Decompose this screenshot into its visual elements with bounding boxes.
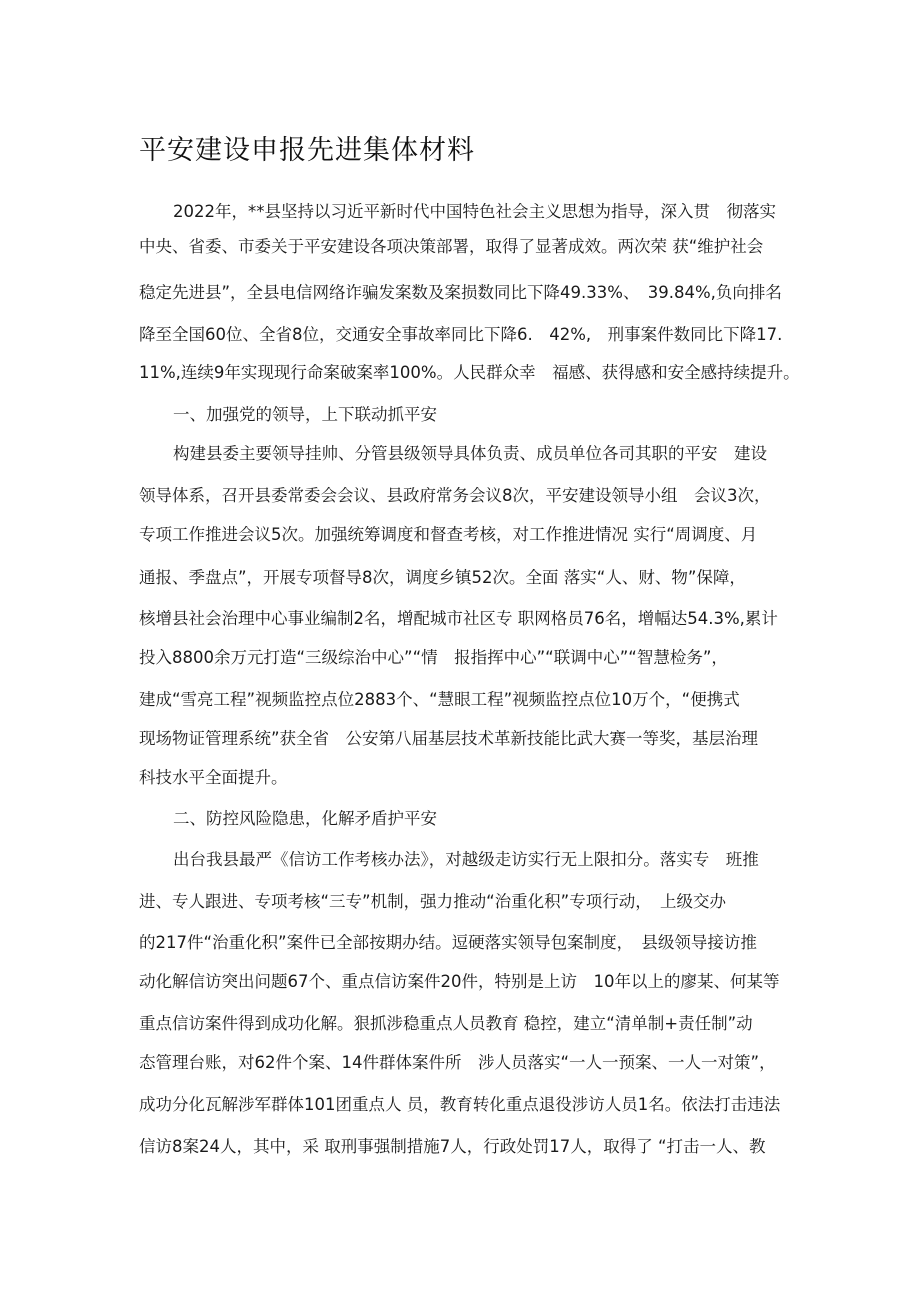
paragraph-line: 降至全国60位、全省8位，交通安全事故率同比下降6. 42%, 刑事案件数同比下降17. (139, 325, 783, 344)
paragraph-line: 的217件“治重化积”案件已全部按期办结。逗硬落实领导包案制度， 县级领导接访推 (139, 933, 757, 952)
paragraph-line: 进、专人跟进、专项考核“三专”机制，强力推动“治重化积”专项行动， 上级交办 (139, 892, 726, 911)
paragraph-line: 建成“雪亮工程”视频监控点位2883个、“慧眼工程”视频监控点位10万个，“便携式 (139, 690, 740, 709)
paragraph-line: 科技水平全面提升。 (139, 768, 288, 787)
section-heading: 一、加强党的领导，上下联动抓平安 (173, 405, 437, 424)
paragraph-line: 11%,连续9年实现现行命案破案率100%。人民群众幸 福感、获得感和安全感持续提升。 (139, 363, 800, 382)
paragraph-line: 投入8800余万元打造“三级综治中心”“情 报指挥中心”“联调中心”“智慧检务”， (139, 648, 728, 667)
paragraph-line: 出台我县最严《信访工作考核办法》，对越级走访实行无上限扣分。落实专 班推 (173, 850, 759, 869)
paragraph-line: 稳定先进县”，全县电信网络诈骗发案数及案损数同比下降49.33%、 39.84%,负向排名 (139, 283, 782, 302)
paragraph-line: 2022年，**县坚持以习近平新时代中国特色社会主义思想为指导，深入贯 彻落实 (173, 202, 776, 221)
paragraph-line: 信访8案24人，其中，采 取刑事强制措施7人，行政处罚17人，取得了 “打击一人、教 (139, 1137, 766, 1156)
paragraph-line: 领导体系，召开县委常委会会议、县政府常务会议8次，平安建设领导小组 会议3次， (139, 486, 771, 505)
paragraph-line: 构建县委主要领导挂帅、分管县级领导具体负责、成员单位各司其职的平安 建设 (173, 444, 767, 463)
paragraph-line: 专项工作推进会议5次。加强统筹调度和督查考核，对工作推进情况 实行“周调度、月 (139, 525, 758, 544)
section-heading: 二、防控风险隐患，化解矛盾护平安 (173, 809, 437, 828)
paragraph-line: 通报、季盘点”，开展专项督导8次，调度乡镇52次。全面 落实“人、财、物”保障， (139, 568, 746, 587)
paragraph-line: 态管理台账，对62件个案、14件群体案件所 涉人员落实“一人一预案、一人一对策”， (139, 1053, 776, 1072)
paragraph-line: 动化解信访突出问题67个、重点信访案件20件，特别是上访 10年以上的廖某、何某等 (139, 972, 780, 991)
paragraph-line: 现场物证管理系统”获全省 公安第八届基层技术革新技能比武大赛一等奖，基层治理 (139, 729, 759, 748)
paragraph-line: 重点信访案件得到成功化解。狠抓涉稳重点人员教育 稳控，建立“清单制+责任制”动 (139, 1014, 753, 1033)
paragraph-line: 核增县社会治理中心事业编制2名，增配城市社区专 职网格员76名，增幅达54.3%,累计 (139, 609, 778, 628)
paragraph-line: 中央、省委、市委关于平安建设各项决策部署，取得了显著成效。两次荣 获“维护社会 (139, 237, 764, 256)
document-title: 平安建设申报先进集体材料 (139, 135, 475, 166)
paragraph-line: 成功分化瓦解涉军群体101团重点人 员，教育转化重点退役涉访人员1名。依法打击违法 (139, 1095, 781, 1114)
